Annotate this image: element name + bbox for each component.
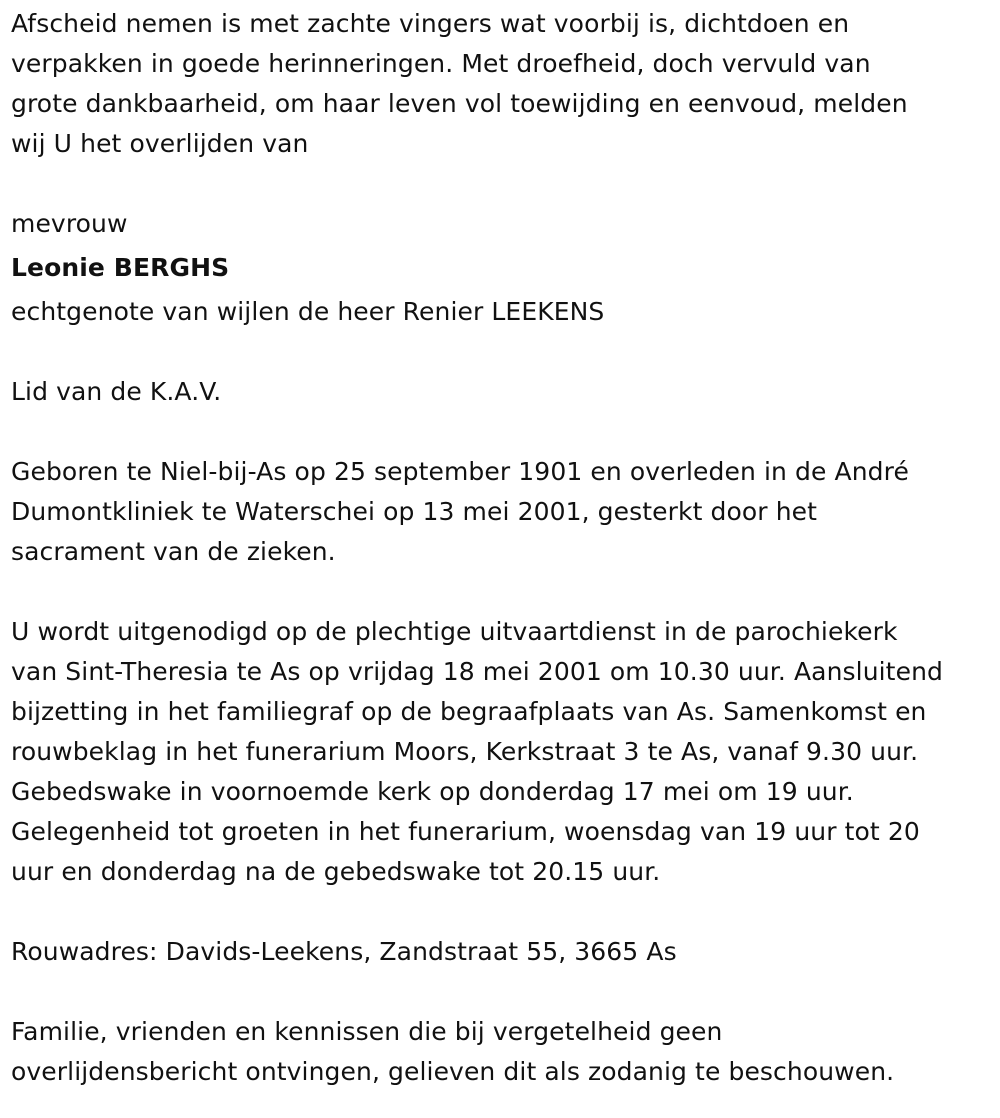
spacer: [11, 412, 996, 452]
closing-paragraph: Familie, vrienden en kennissen die bij vergetelheid geen overlijdensbericht ontvingen, gelieven dit als zodanig te beschouwen.: [11, 1017, 895, 1086]
honorific-title: mevrouw: [11, 209, 128, 238]
spouse-line: echtgenote van wijlen de heer Renier LEEKENS: [11, 297, 605, 326]
spacer: [11, 332, 996, 372]
spacer: [11, 572, 996, 612]
spacer: [11, 972, 996, 1012]
funeral-paragraph: U wordt uitgenodigd op de plechtige uitvaartdienst in de parochiekerk van Sint-Theresia te As op vrijdag 18 mei 2001 om 10.30 uur. Aansluitend bijzetting in het familiegraf op de begraafplaats van As. Samenkomst en rouwbeklag in het funerarium Moors, Kerkstraat 3 te As, vanaf 9.30 uur. Gebedswake in voornoemde kerk op donderdag 17 mei om 19 uur. Gelegenheid tot groeten in het funerarium, woensdag van 19 uur tot 20 uur en donderdag na de gebedswake tot 20.15 uur.: [11, 617, 943, 886]
spacer: [11, 164, 996, 204]
deceased-name: Leonie BERGHS: [11, 253, 230, 282]
birth-death-paragraph: Geboren te Niel-bij-As op 25 september 1901 en overleden in de André Dumontkliniek te Waterschei op 13 mei 2001, gesterkt door het sacrament van de zieken.: [11, 457, 909, 566]
intro-paragraph: Afscheid nemen is met zachte vingers wat voorbij is, dichtdoen en verpakken in goede herinneringen. Met droefheid, doch vervuld van grote dankbaarheid, om haar leven vol toewijding en eenvoud, melden wij U het overlijden van: [11, 9, 908, 158]
membership-line: Lid van de K.A.V.: [11, 377, 222, 406]
mourning-address: Rouwadres: Davids-Leekens, Zandstraat 55, 3665 As: [11, 937, 677, 966]
obituary-notice: [11, 4, 996, 1092]
spacer: [11, 892, 996, 932]
